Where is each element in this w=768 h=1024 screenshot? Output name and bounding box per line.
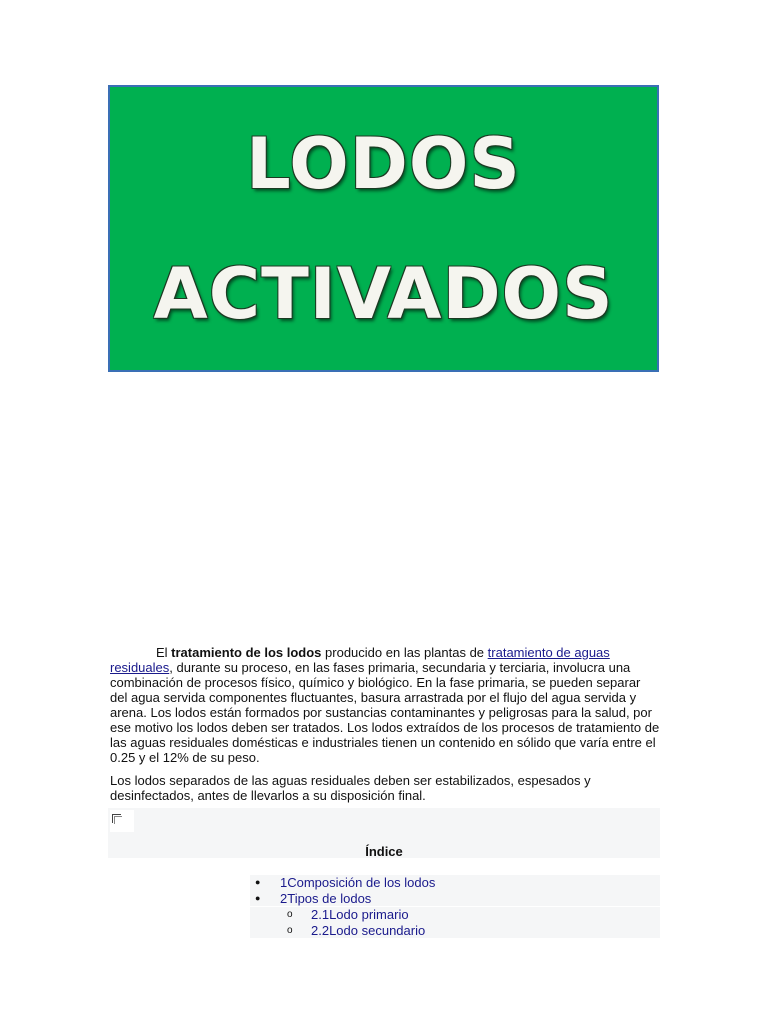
toc-toggle-checkbox-icon[interactable] [110, 810, 134, 832]
toc-header [108, 808, 660, 858]
banner-title-line-2: ACTIVADOS [153, 252, 614, 335]
toc-list [250, 875, 660, 938]
toc-item-number: 2.2 [311, 922, 330, 938]
toc-title: Índice [365, 844, 403, 859]
hollow-bullet-icon: o [287, 924, 293, 936]
bullet-icon: ● [255, 877, 261, 887]
second-paragraph: Los lodos separados de las aguas residuales deben ser estabilizados, espesados y desinfectados, antes de llevarlos a su disposición final. [110, 773, 591, 803]
toc-item-number: 2.1 [311, 907, 330, 922]
toc-item-label[interactable]: Lodo primario [329, 907, 409, 922]
toc-item[interactable] [250, 875, 660, 891]
hollow-bullet-icon: o [287, 909, 293, 920]
wastewater-treatment-link[interactable]: tratamiento de aguas residuales [110, 645, 610, 675]
banner-title-line-1: LODOS [246, 122, 521, 205]
title-banner [108, 85, 659, 372]
toc-item[interactable] [250, 891, 660, 907]
intro-middle: producido en las plantas de [321, 645, 488, 660]
intro-rest: , durante su proceso, en las fases primaria, secundaria y terciaria, involucra una combinación de procesos físico, químico y biológico. En la fase primaria, se pueden separar del agua servida componentes fluctuantes, basura arrastrada por el flujo del agua servida y arena. Los lodos están formados por sustancias contaminantes y peligrosas para la salud, por ese motivo los lodos deben ser tratados. Los lodos extraídos de los procesos de tratamiento de las aguas residuales domésticas e industriales tienen un contenido en sólido que varía entre el 0.25 y el 12% de su peso. [110, 660, 660, 765]
toc-item-number: 1 [280, 875, 288, 890]
toc-item-label[interactable]: Composición de los lodos [287, 875, 436, 890]
intro-bold-term: tratamiento de los lodos [171, 645, 322, 660]
toc-subitem[interactable] [250, 907, 660, 923]
bullet-icon: ● [255, 892, 261, 903]
intro-paragraph [110, 645, 660, 765]
toc-item-number: 2 [280, 890, 288, 906]
article-body [110, 645, 660, 811]
toc-subitem[interactable] [250, 923, 660, 939]
toc-item-label[interactable]: Tipos de lodos [287, 890, 372, 906]
toc-item-label[interactable]: Lodo secundario [329, 922, 426, 938]
intro-prefix: El [156, 645, 172, 660]
